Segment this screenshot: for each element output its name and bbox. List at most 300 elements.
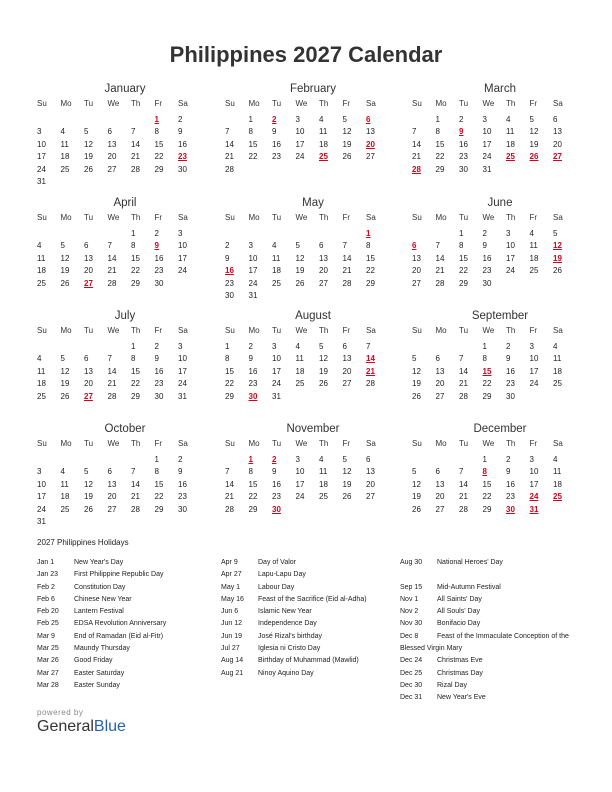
holiday-day: 2 [272, 114, 277, 124]
day-cell: 16 [482, 253, 492, 263]
weekday-header: Th [319, 326, 329, 335]
day-cell: 1 [248, 114, 253, 124]
holiday-day: 14 [366, 354, 375, 363]
holiday-name: Chinese New Year [74, 595, 132, 603]
day-cell: 23 [272, 152, 281, 161]
day-cell: 17 [248, 266, 258, 275]
day-cell: 21 [412, 152, 421, 161]
holiday-list-column-1 [37, 557, 166, 692]
holiday-date: Dec 8 [400, 632, 419, 640]
day-cell: 28 [366, 379, 375, 388]
day-cell: 7 [107, 354, 112, 363]
day-cell: 5 [529, 114, 534, 124]
day-grid [412, 325, 588, 403]
day-cell: 18 [529, 253, 539, 263]
day-cell: 15 [225, 366, 234, 376]
day-cell: 2 [248, 341, 253, 351]
holiday-date: Jan 1 [37, 559, 55, 566]
weekday-header: Su [412, 439, 422, 448]
weekday-header: Sa [553, 439, 563, 448]
day-cell: 18 [553, 479, 562, 489]
day-cell: 6 [107, 467, 112, 476]
empty-cell [37, 114, 61, 127]
holiday-day: 21 [366, 366, 375, 376]
day-cell: 21 [225, 492, 234, 501]
day-cell: 17 [178, 253, 187, 263]
day-cell: 13 [553, 127, 562, 136]
day-cell: 5 [84, 467, 89, 476]
day-cell: 22 [482, 492, 492, 501]
empty-cell [225, 228, 249, 241]
day-cell: 19 [60, 266, 70, 275]
day-cell: 12 [342, 127, 352, 136]
day-cell: 29 [131, 278, 140, 288]
holiday-day: 26 [529, 152, 539, 161]
holiday-list-item [221, 655, 367, 667]
empty-cell [37, 341, 61, 354]
day-cell: 24 [529, 379, 539, 388]
day-cell: 13 [435, 366, 445, 376]
day-cell: 30 [178, 164, 187, 174]
weekday-header: Sa [178, 326, 188, 335]
holiday-name: New Year's Eve [437, 694, 486, 702]
day-cell: 2 [459, 114, 464, 124]
holiday-list-item [37, 582, 166, 594]
day-cell: 22 [225, 379, 234, 388]
weekday-header: Fr [529, 99, 538, 108]
day-cell: 17 [529, 479, 539, 489]
day-cell: 11 [60, 479, 69, 489]
day-cell: 26 [60, 391, 70, 401]
day-cell: 5 [84, 127, 89, 136]
day-cell: 11 [553, 354, 562, 363]
day-cell: 11 [60, 139, 69, 149]
day-cell: 15 [248, 139, 258, 149]
holiday-name: Feast of the Sacrifice (Eid al-Adha) [258, 595, 367, 603]
day-cell: 7 [131, 467, 136, 476]
day-cell: 2 [506, 454, 511, 464]
day-cell: 23 [178, 492, 187, 501]
day-cell: 5 [295, 241, 300, 250]
day-cell: 21 [131, 152, 140, 161]
day-cell: 15 [154, 139, 164, 149]
weekday-header: Fr [154, 326, 163, 335]
weekday-header: Su [225, 213, 235, 222]
holiday-list-item [400, 668, 582, 680]
holiday-list-item [221, 569, 367, 581]
day-cell: 5 [342, 454, 347, 464]
weekday-header: Th [506, 326, 516, 335]
day-cell: 16 [154, 366, 164, 376]
weekday-header: Fr [529, 213, 538, 222]
empty-cell [436, 454, 460, 467]
day-cell: 24 [295, 492, 305, 501]
day-cell: 3 [295, 454, 300, 464]
day-cell: 11 [295, 354, 304, 363]
empty-cell [131, 114, 155, 127]
day-grid [225, 438, 401, 516]
day-cell: 15 [459, 253, 468, 263]
holiday-day: 20 [366, 139, 375, 149]
holiday-day: 9 [154, 241, 159, 250]
day-cell: 24 [482, 152, 492, 161]
day-cell: 4 [37, 354, 42, 363]
day-cell: 20 [84, 266, 93, 275]
holiday-name: New Year's Day [74, 559, 124, 566]
day-cell: 26 [553, 266, 562, 275]
day-cell: 16 [459, 139, 468, 149]
holiday-list-item [400, 594, 582, 606]
day-cell: 14 [435, 253, 445, 263]
holiday-list-item [37, 557, 166, 569]
weekday-header: Tu [459, 99, 469, 108]
day-cell: 28 [107, 278, 117, 288]
holiday-date: Dec 24 [400, 657, 423, 665]
day-cell: 13 [107, 479, 117, 489]
day-cell: 4 [529, 228, 534, 238]
day-cell: 8 [366, 241, 371, 250]
holiday-day: 27 [84, 278, 93, 288]
holiday-day: 9 [459, 127, 464, 136]
day-cell: 2 [225, 241, 230, 250]
day-cell: 21 [435, 266, 445, 275]
weekday-header: Mo [435, 439, 447, 448]
day-cell: 7 [225, 127, 230, 136]
day-cell: 26 [412, 391, 421, 401]
day-cell: 12 [412, 366, 421, 376]
day-cell: 8 [225, 354, 230, 363]
weekday-header: Mo [60, 99, 72, 108]
weekday-header: We [482, 439, 495, 448]
day-cell: 11 [529, 241, 538, 250]
weekday-header: Sa [366, 99, 376, 108]
day-cell: 12 [84, 139, 93, 149]
holiday-date: Dec 30 [400, 681, 423, 689]
day-cell: 8 [248, 467, 253, 476]
holiday-day: 31 [529, 504, 539, 514]
holiday-date: Feb 25 [37, 620, 59, 628]
holiday-name: Easter Saturday [74, 669, 125, 677]
empty-cell [272, 228, 296, 241]
day-cell: 3 [295, 114, 300, 124]
holiday-date: Mar 26 [37, 657, 59, 665]
weekday-header: Sa [366, 213, 376, 222]
holiday-name: National Heroes' Day [437, 559, 503, 566]
month-september [412, 309, 588, 403]
holiday-name: Labour Day [258, 583, 295, 591]
day-cell: 9 [272, 467, 277, 476]
weekday-header: Mo [60, 326, 72, 335]
day-cell: 26 [84, 504, 93, 514]
holiday-list-item [37, 668, 166, 680]
weekday-header: Su [412, 99, 422, 108]
day-cell: 16 [272, 479, 281, 489]
holiday-list-item [221, 606, 367, 618]
day-cell: 14 [131, 479, 140, 489]
holiday-list-item [221, 582, 367, 594]
day-grid [37, 325, 213, 403]
day-cell: 11 [553, 467, 562, 476]
weekday-header: Su [225, 99, 235, 108]
weekday-header: Tu [272, 326, 282, 335]
day-cell: 31 [37, 517, 46, 526]
day-cell: 8 [459, 241, 464, 250]
weekday-header: Th [319, 99, 329, 108]
weekday-header: Su [412, 326, 422, 335]
weekday-header: Sa [366, 326, 376, 335]
holiday-day: 28 [412, 164, 421, 174]
day-cell: 31 [272, 391, 281, 401]
weekday-header: Mo [248, 439, 260, 448]
day-cell: 11 [319, 127, 328, 136]
empty-cell [61, 228, 85, 241]
empty-cell [225, 114, 249, 127]
day-cell: 8 [154, 127, 159, 136]
day-cell: 8 [482, 354, 487, 363]
weekday-header: Tu [459, 326, 469, 335]
weekday-header: Tu [272, 213, 282, 222]
day-cell: 12 [319, 354, 328, 363]
month-name: January [104, 83, 146, 95]
weekday-header: Su [37, 213, 47, 222]
holiday-date: Mar 25 [37, 645, 59, 653]
day-cell: 25 [37, 391, 46, 401]
holiday-date: Dec 25 [400, 669, 423, 677]
holiday-list-item [400, 618, 582, 630]
day-cell: 21 [225, 152, 234, 161]
month-march [412, 82, 588, 176]
holiday-date: Apr 27 [221, 571, 242, 579]
month-name: May [302, 197, 324, 209]
day-cell: 19 [412, 379, 421, 388]
holiday-day: 1 [366, 228, 371, 238]
month-november [225, 422, 401, 516]
holiday-date: Jul 27 [221, 645, 240, 653]
day-cell: 25 [295, 379, 305, 388]
day-cell: 16 [178, 479, 187, 489]
day-cell: 12 [342, 467, 352, 476]
weekday-header: Fr [154, 99, 163, 108]
day-cell: 31 [37, 177, 46, 186]
empty-cell [37, 454, 61, 467]
day-cell: 10 [272, 354, 281, 363]
empty-cell [412, 114, 436, 127]
page-title: Philippines 2027 Calendar [169, 42, 443, 67]
weekday-header: Th [131, 326, 141, 335]
day-cell: 18 [37, 379, 46, 388]
holiday-day: 15 [482, 366, 492, 376]
day-cell: 6 [366, 454, 371, 464]
empty-cell [319, 228, 343, 241]
day-cell: 2 [178, 454, 183, 464]
day-cell: 30 [225, 291, 234, 300]
day-cell: 16 [272, 139, 281, 149]
day-cell: 29 [248, 504, 258, 514]
day-cell: 4 [319, 114, 324, 124]
day-cell: 21 [459, 492, 468, 501]
day-cell: 4 [553, 341, 558, 351]
day-cell: 22 [154, 492, 164, 501]
day-cell: 28 [342, 278, 352, 288]
day-cell: 13 [84, 366, 93, 376]
day-cell: 6 [84, 241, 89, 250]
weekday-header: We [482, 99, 495, 108]
day-cell: 25 [553, 379, 562, 388]
day-cell: 10 [529, 354, 539, 363]
day-cell: 13 [366, 467, 375, 476]
day-cell: 27 [319, 278, 328, 288]
weekday-header: Fr [342, 213, 351, 222]
empty-cell [412, 341, 436, 354]
day-cell: 3 [248, 241, 253, 250]
day-cell: 5 [553, 228, 558, 238]
holiday-name: Christmas Eve [437, 657, 483, 665]
weekday-header: Th [319, 213, 329, 222]
day-cell: 17 [482, 139, 492, 149]
day-grid [225, 212, 401, 303]
day-grid [225, 325, 401, 403]
weekday-header: Su [37, 439, 47, 448]
day-cell: 20 [412, 266, 421, 275]
holiday-list-column-2 [221, 557, 367, 680]
day-grid [412, 212, 588, 290]
day-cell: 17 [272, 366, 281, 376]
holiday-list-item [221, 557, 367, 569]
day-cell: 27 [412, 278, 421, 288]
day-cell: 28 [131, 504, 140, 514]
weekday-header: Su [37, 326, 47, 335]
day-cell: 26 [319, 379, 328, 388]
day-cell: 4 [553, 454, 558, 464]
day-cell: 20 [319, 266, 328, 275]
empty-cell [108, 454, 132, 467]
day-cell: 20 [366, 479, 375, 489]
holiday-list-item [400, 557, 582, 569]
empty-cell [459, 454, 483, 467]
day-cell: 18 [272, 266, 281, 275]
empty-cell [61, 114, 85, 127]
day-cell: 9 [248, 354, 253, 363]
holiday-date: Nov 1 [400, 595, 419, 603]
day-cell: 9 [482, 241, 487, 250]
holiday-name: Mid-Autumn Festival [437, 583, 501, 591]
day-cell: 6 [435, 467, 440, 476]
day-cell: 17 [529, 366, 539, 376]
day-cell: 10 [482, 127, 492, 136]
holiday-list-item [37, 569, 166, 581]
holiday-date: Apr 9 [221, 559, 238, 566]
holiday-day: 25 [506, 152, 515, 161]
day-cell: 3 [529, 454, 534, 464]
weekday-header: Tu [84, 439, 94, 448]
day-cell: 2 [154, 228, 159, 238]
day-cell: 5 [60, 241, 65, 250]
day-cell: 10 [248, 253, 258, 263]
holiday-name: Constitution Day [74, 583, 126, 591]
month-name: March [484, 83, 516, 95]
day-cell: 26 [84, 164, 93, 174]
holiday-day: 30 [272, 504, 281, 514]
weekday-header: Sa [178, 213, 188, 222]
day-cell: 14 [459, 366, 468, 376]
day-cell: 5 [342, 114, 347, 124]
weekday-header: Su [225, 326, 235, 335]
weekday-header: Tu [84, 326, 94, 335]
holiday-list-item [37, 606, 166, 618]
weekday-header: Tu [272, 439, 282, 448]
day-cell: 17 [506, 253, 515, 263]
day-cell: 20 [84, 379, 93, 388]
holiday-name: Ninoy Aquino Day [258, 669, 314, 677]
weekday-header: Sa [178, 439, 188, 448]
day-cell: 4 [295, 341, 300, 351]
day-cell: 7 [225, 467, 230, 476]
day-cell: 23 [225, 278, 234, 288]
day-cell: 10 [178, 241, 187, 250]
brand-name [37, 718, 126, 736]
day-cell: 27 [435, 391, 445, 401]
holiday-date: Mar 28 [37, 681, 59, 689]
day-cell: 18 [37, 266, 46, 275]
holiday-list-item [37, 655, 166, 667]
day-cell: 9 [225, 253, 230, 263]
day-cell: 1 [131, 228, 136, 238]
holiday-date: Jan 23 [37, 571, 59, 579]
weekday-header: Mo [435, 99, 447, 108]
day-cell: 1 [435, 114, 440, 124]
day-cell: 29 [482, 504, 492, 514]
holiday-day: 27 [553, 152, 562, 161]
day-cell: 5 [60, 354, 65, 363]
day-cell: 17 [295, 479, 305, 489]
day-cell: 24 [37, 504, 46, 514]
empty-cell [459, 341, 483, 354]
day-cell: 1 [459, 228, 464, 238]
empty-cell [296, 228, 320, 241]
holiday-name: All Souls' Day [437, 608, 480, 616]
day-cell: 25 [529, 266, 539, 275]
day-cell: 24 [272, 379, 281, 388]
holiday-list-item [221, 631, 367, 643]
day-cell: 22 [482, 379, 492, 388]
weekday-header: Mo [248, 213, 260, 222]
day-cell: 20 [435, 379, 445, 388]
day-cell: 1 [482, 454, 487, 464]
day-cell: 28 [225, 164, 234, 174]
weekday-header: Sa [366, 439, 376, 448]
day-cell: 8 [131, 354, 136, 363]
weekday-header: Mo [248, 326, 260, 335]
day-cell: 21 [107, 379, 117, 388]
holiday-list-item [400, 606, 582, 618]
holiday-name: Iglesia ni Cristo Day [258, 645, 321, 653]
day-cell: 24 [37, 164, 46, 174]
weekday-header: Su [37, 99, 47, 108]
weekday-header: Tu [84, 213, 94, 222]
day-cell: 22 [435, 152, 445, 161]
holiday-day: 12 [553, 241, 562, 250]
day-cell: 8 [435, 127, 440, 136]
day-cell: 28 [225, 504, 234, 514]
day-cell: 9 [272, 127, 277, 136]
day-cell: 18 [553, 366, 562, 376]
empty-cell [343, 228, 367, 241]
day-cell: 1 [131, 341, 136, 351]
day-cell: 19 [84, 152, 93, 161]
day-cell: 16 [154, 253, 164, 263]
holiday-list-item [221, 668, 367, 680]
day-grid [225, 98, 401, 176]
